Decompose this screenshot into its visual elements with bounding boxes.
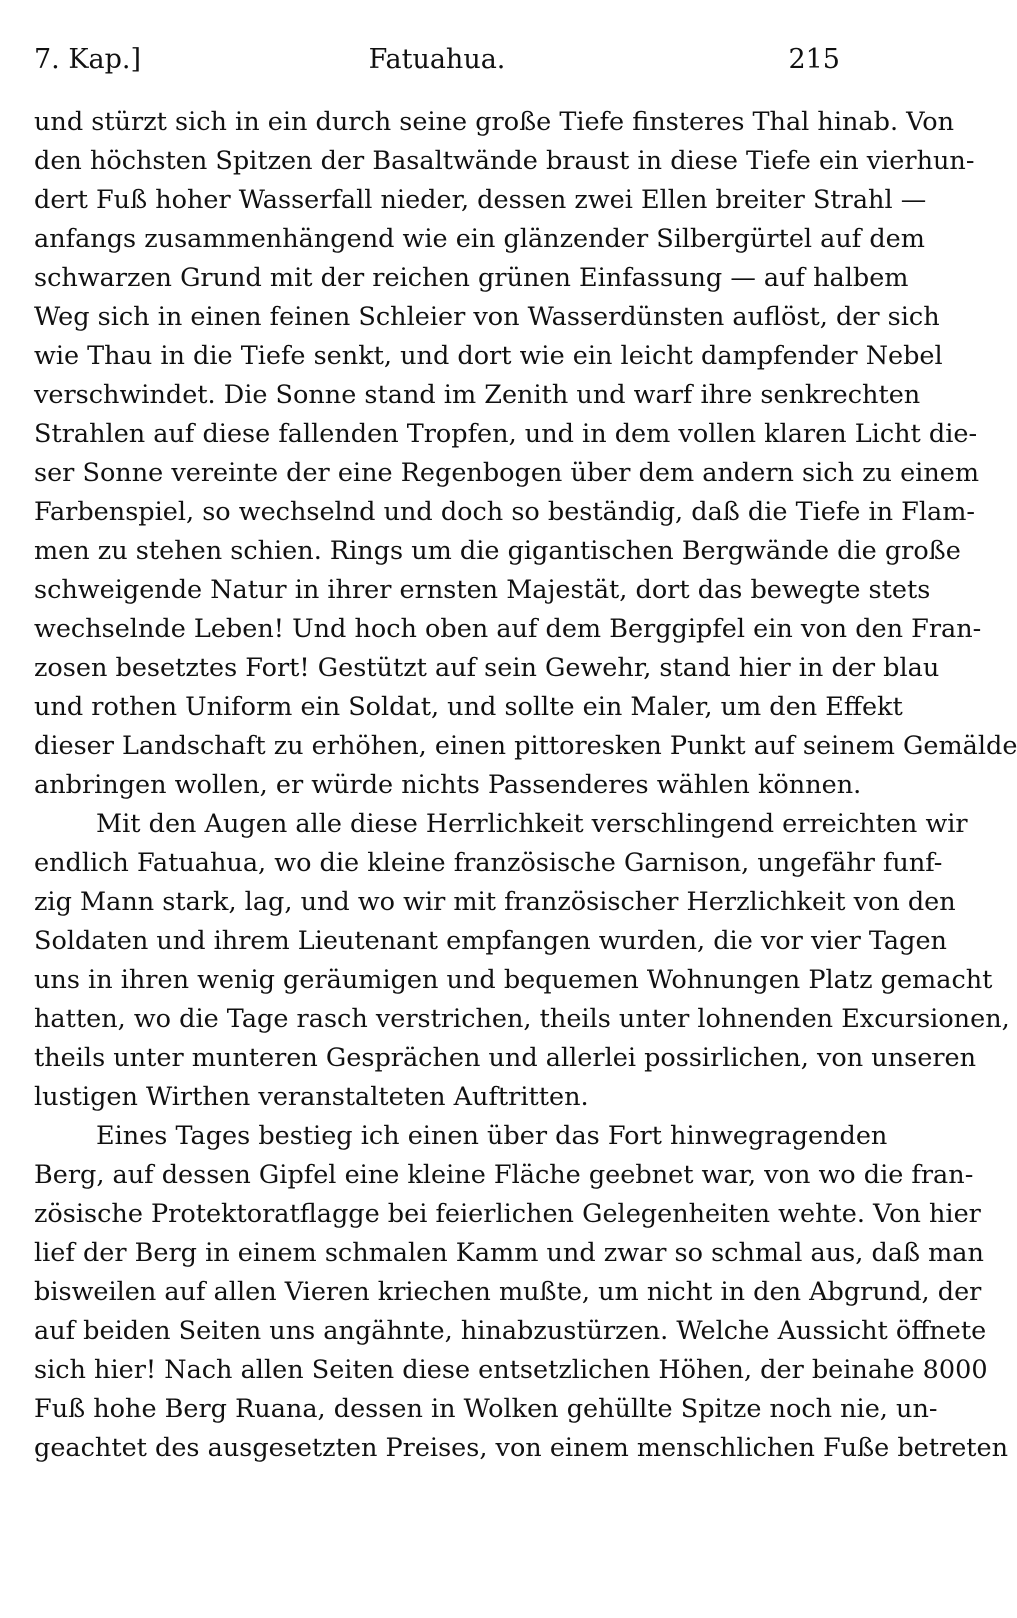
- text-line: verschwindet. Die Sonne stand im Zenith und warf ihre senkrechten: [34, 380, 921, 410]
- text-line: ser Sonne vereinte der eine Regenbogen über dem andern sich zu einem: [34, 458, 980, 488]
- text-line: Berg, auf dessen Gipfel eine kleine Fläche geebnet war, von wo die fran-: [34, 1160, 974, 1190]
- page-number: 215: [788, 44, 840, 75]
- text-line: Soldaten und ihrem Lieutenant empfangen wurden, die vor vier Tagen: [34, 926, 947, 956]
- text-line: hatten, wo die Tage rasch verstrichen, theils unter lohnenden Excursionen,: [34, 1004, 1010, 1034]
- text-line: lustigen Wirthen veranstalteten Auftritten.: [34, 1082, 589, 1112]
- text-line: und stürzt sich in ein durch seine große Tiefe finsteres Thal hinab. Von: [34, 107, 955, 137]
- text-line: schweigende Natur in ihrer ernsten Majestät, dort das bewegte stets: [34, 575, 931, 605]
- text-line: Mit den Augen alle diese Herrlichkeit verschlingend erreichten wir: [96, 809, 968, 839]
- text-line: zösische Protektoratflagge bei feierlichen Gelegenheiten wehte. Von hier: [34, 1199, 981, 1229]
- running-title: Fatuahua.: [368, 44, 506, 75]
- text-line: und rothen Uniform ein Soldat, und sollte ein Maler, um den Effekt: [34, 692, 903, 722]
- text-line: auf beiden Seiten uns angähnte, hinabzustürzen. Welche Aussicht öffnete: [34, 1316, 987, 1346]
- text-line: lief der Berg in einem schmalen Kamm und zwar so schmal aus, daß man: [34, 1238, 984, 1268]
- text-line: men zu stehen schien. Rings um die gigantischen Bergwände die große: [34, 536, 961, 566]
- text-line: zosen besetztes Fort! Gestützt auf sein Gewehr, stand hier in der blau: [34, 653, 940, 683]
- text-line: Fuß hohe Berg Ruana, dessen in Wolken gehüllte Spitze noch nie, un-: [34, 1394, 938, 1424]
- text-line: sich hier! Nach allen Seiten diese entsetzlichen Höhen, der beinahe 8000: [34, 1355, 988, 1385]
- text-line: schwarzen Grund mit der reichen grünen Einfassung — auf halbem: [34, 263, 909, 293]
- text-line: bisweilen auf allen Vieren kriechen mußte, um nicht in den Abgrund, der: [34, 1277, 982, 1307]
- text-line: Weg sich in einen feinen Schleier von Wasserdünsten auflöst, der sich: [34, 302, 940, 332]
- text-line: geachtet des ausgesetzten Preises, von einem menschlichen Fuße betreten: [34, 1433, 1009, 1463]
- text-line: Farbenspiel, so wechselnd und doch so beständig, daß die Tiefe in Flam-: [34, 497, 976, 527]
- text-line: wie Thau in die Tiefe senkt, und dort wie ein leicht dampfender Nebel: [34, 341, 943, 371]
- text-line: Eines Tages bestieg ich einen über das Fort hinwegragenden: [96, 1121, 888, 1151]
- body-text: [34, 103, 1017, 1468]
- text-line: anfangs zusammenhängend wie ein glänzender Silbergürtel auf dem: [34, 224, 925, 254]
- running-header: [34, 42, 840, 82]
- text-line: endlich Fatuahua, wo die kleine französische Garnison, ungefähr funf-: [34, 848, 943, 878]
- chapter-label: 7. Kap.]: [34, 44, 142, 75]
- text-line: dert Fuß hoher Wasserfall nieder, dessen zwei Ellen breiter Strahl —: [34, 185, 927, 215]
- text-line: anbringen wollen, er würde nichts Passenderes wählen können.: [34, 770, 862, 800]
- text-line: theils unter munteren Gesprächen und allerlei possirlichen, von unseren: [34, 1043, 977, 1073]
- text-line: zig Mann stark, lag, und wo wir mit französischer Herzlichkeit von den: [34, 887, 956, 917]
- text-line: den höchsten Spitzen der Basaltwände braust in diese Tiefe ein vierhun-: [34, 146, 975, 176]
- text-line: Strahlen auf diese fallenden Tropfen, und in dem vollen klaren Licht die-: [34, 419, 978, 449]
- text-line: wechselnde Leben! Und hoch oben auf dem Berggipfel ein von den Fran-: [34, 614, 982, 644]
- text-line: uns in ihren wenig geräumigen und bequemen Wohnungen Platz gemacht: [34, 965, 993, 995]
- text-line: dieser Landschaft zu erhöhen, einen pittoresken Punkt auf seinem Gemälde: [34, 731, 1017, 761]
